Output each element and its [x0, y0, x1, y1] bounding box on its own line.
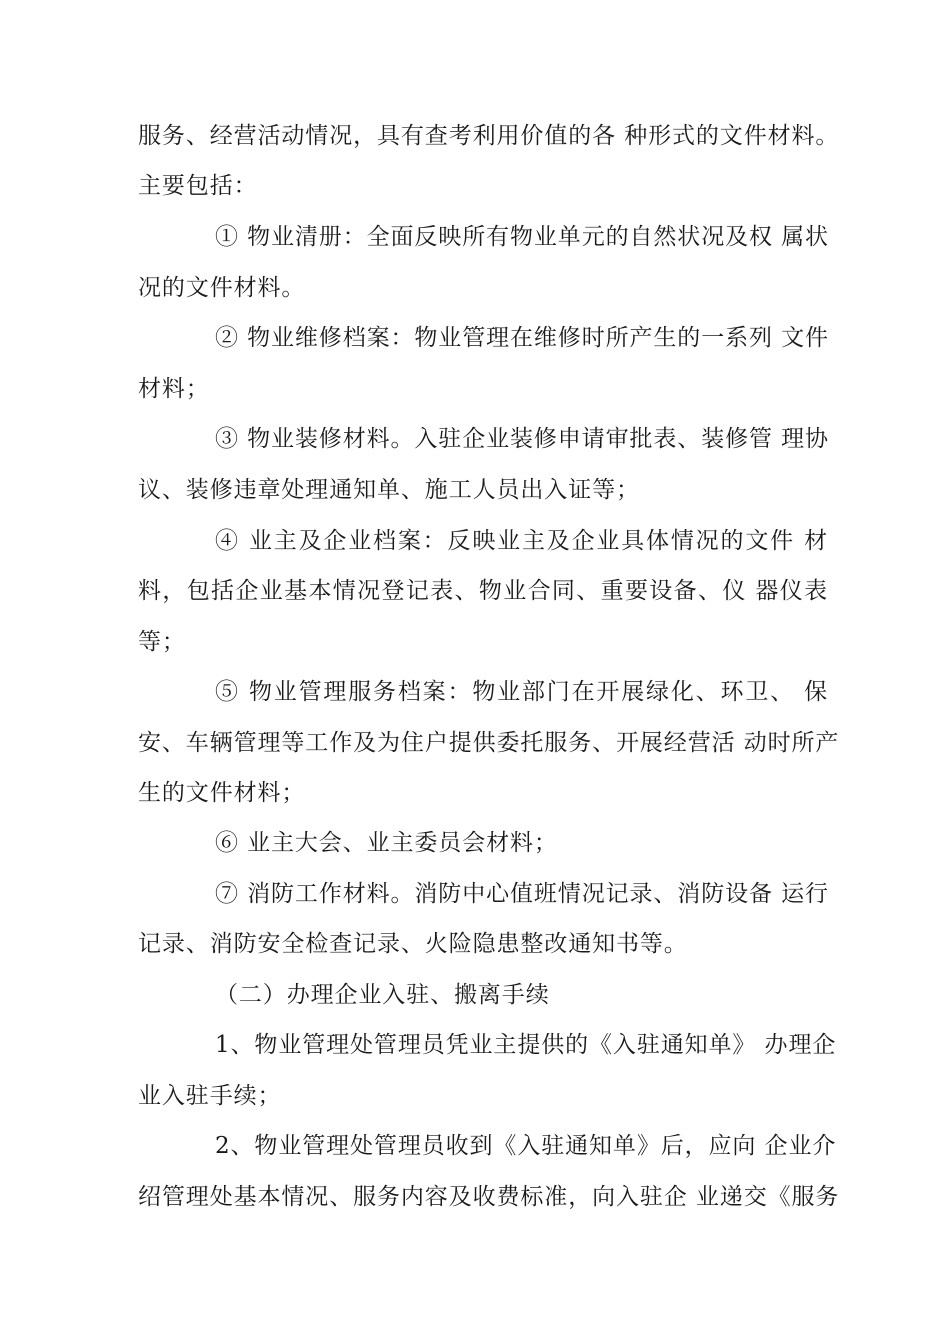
list-item-line: ⑤ 物业管理服务档案：物业部门在开展绿化、环卫、 保: [215, 679, 828, 705]
list-item-line: 1、物业管理处管理员凭业主提供的《入驻通知单》 办理企: [215, 1032, 837, 1058]
text-line: 料，包括企业基本情况登记表、物业合同、重要设备、仪 器仪表: [138, 578, 828, 604]
text-line: 等；: [138, 629, 186, 655]
list-item-line: ① 物业清册：全面反映所有物业单元的自然状况及权 属状: [215, 224, 829, 250]
list-item-line: ④ 业主及企业档案：反映业主及企业具体情况的文件 材: [215, 528, 828, 554]
text-line: 况的文件材料。: [138, 275, 306, 301]
text-line: 安、车辆管理等工作及为住户提供委托服务、开展经营活 动时所产: [138, 730, 840, 756]
list-item-line: 2、物业管理处管理员收到《入驻通知单》后，应向 企业介: [215, 1133, 837, 1159]
list-item-line: ② 物业维修档案：物业管理在维修时所产生的一系列 文件: [215, 325, 829, 351]
section-heading: （二）办理企业入驻、搬离手续: [215, 982, 550, 1008]
text-line: 业入驻手续；: [138, 1083, 282, 1109]
list-item-line: ⑥ 业主大会、业主委员会材料；: [215, 830, 558, 856]
text-line: 服务、经营活动情况，具有查考利用价值的各 种形式的文件材料。: [138, 123, 840, 149]
list-item-line: ③ 物业装修材料。入驻企业装修申请审批表、装修管 理协: [215, 426, 829, 452]
text-line: 材料；: [138, 376, 210, 402]
text-line: 主要包括：: [138, 173, 258, 199]
text-line: 记录、消防安全检查记录、火险隐患整改通知书等。: [138, 931, 688, 957]
text-line: 生的文件材料；: [138, 780, 306, 806]
text-line: 绍管理处基本情况、服务内容及收费标准，向入驻企 业递交《服务: [138, 1184, 840, 1210]
list-item-line: ⑦ 消防工作材料。消防中心值班情况记录、消防设备 运行: [215, 881, 829, 907]
text-line: 议、装修违章处理通知单、施工人员出入证等；: [138, 477, 640, 503]
